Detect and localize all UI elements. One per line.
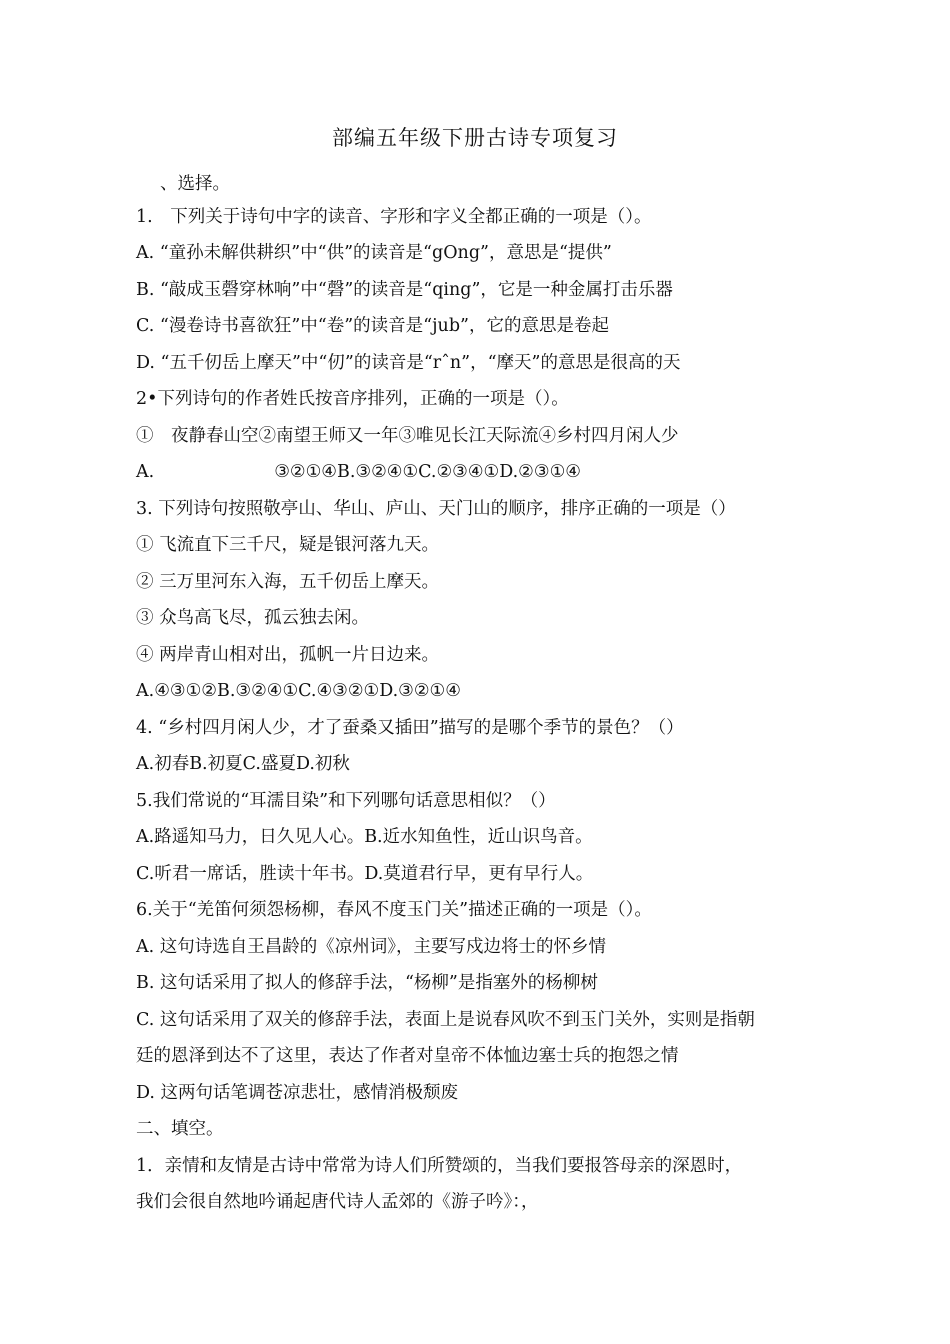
question-1-option-d: D. “五千仞岳上摩天”中“仞”的读音是“rˆn”，“摩天”的意思是很高的天	[136, 353, 681, 373]
question-5-options-cd: C.听君一席话，胜读十年书。D.莫道君行早，更有早行人。	[136, 864, 594, 884]
question-5: 5.我们常说的“耳濡目染”和下列哪句话意思相似？（）	[136, 791, 556, 811]
question-6: 6.关于“羌笛何须怨杨柳，春风不度玉门关”描述正确的一项是（）。	[136, 900, 652, 920]
question-1-option-c: C. “漫卷诗书喜欲狂”中“卷”的读音是“jub”，它的意思是卷起	[136, 316, 609, 336]
question-6-option-d: D. 这两句话笔调苍凉悲壮，感情消极颓废	[136, 1083, 459, 1103]
question-5-options-ab: A.路遥知马力，日久见人心。B.近水知鱼性，近山识鸟音。	[136, 827, 593, 847]
question-4: 4. “乡村四月闲人少，才了蚕桑又插田”描写的是哪个季节的景色？（）	[136, 718, 684, 738]
question-2-options	[136, 460, 581, 484]
question-3-options: A.④③①②B.③②④①C.④③②①D.③②①④	[136, 681, 461, 701]
page-title: 部编五年级下册古诗专项复习	[332, 126, 618, 150]
question-2-option-a-label: A.	[136, 462, 155, 482]
fill-question-1-line2: 我们会很自然地吟诵起唐代诗人孟郊的《游子吟》：，	[136, 1192, 539, 1212]
question-6-option-b: B. 这句话采用了拟人的修辞手法，“杨柳”是指塞外的杨柳树	[136, 973, 598, 993]
question-6-option-a: A. 这句诗选自王昌龄的《凉州词》，主要写戍边将士的怀乡情	[136, 937, 607, 957]
question-3-item-3: ③ 众鸟高飞尽，孤云独去闲。	[136, 608, 370, 628]
question-3-item-4: ④ 两岸青山相对出，孤帆一片日边来。	[136, 645, 440, 665]
question-6-option-c-line1: C. 这句话采用了双关的修辞手法，表面上是说春风吹不到玉门关外，实则是指朝	[136, 1010, 755, 1030]
section-heading-choice: 、选择。	[160, 174, 230, 194]
section-heading-fill-blank: 二、填空。	[136, 1119, 224, 1139]
question-3: 3. 下列诗句按照敬亭山、华山、庐山、天门山的顺序，排序正确的一项是（）	[136, 499, 736, 519]
question-4-options: A.初春B.初夏C.盛夏D.初秋	[136, 754, 350, 774]
question-1-option-a: A. “童孙未解供耕织”中“供”的读音是“gOng”，意思是“提供”	[136, 243, 612, 263]
question-3-item-2: ② 三万里河东入海，五千仞岳上摩天。	[136, 572, 440, 592]
question-1: 1. 下列关于诗句中字的读音、字形和字义全都正确的一项是（）。	[136, 207, 652, 227]
question-2: 2•下列诗句的作者姓氏按音序排列，正确的一项是（）。	[136, 389, 569, 409]
question-2-options-text: ③②①④B.③②④①C.②③④①D.②③①④	[274, 462, 581, 482]
question-1-option-b: B. “敲成玉磬穿林响”中“磬”的读音是“qing”，它是一种金属打击乐器	[136, 280, 673, 300]
question-3-item-1: ① 飞流直下三千尺，疑是银河落九天。	[136, 535, 440, 555]
fill-question-1-line1: 1．亲情和友情是古诗中常常为诗人们所赞颂的，当我们要报答母亲的深恩时，	[136, 1156, 743, 1176]
question-2-items: ① 夜静春山空②南望王师又一年③唯见长江天际流④乡村四月闲人少	[136, 426, 679, 446]
question-6-option-c-line2: 廷的恩泽到达不了这里，表达了作者对皇帝不体恤边塞士兵的抱怨之情	[136, 1046, 679, 1066]
